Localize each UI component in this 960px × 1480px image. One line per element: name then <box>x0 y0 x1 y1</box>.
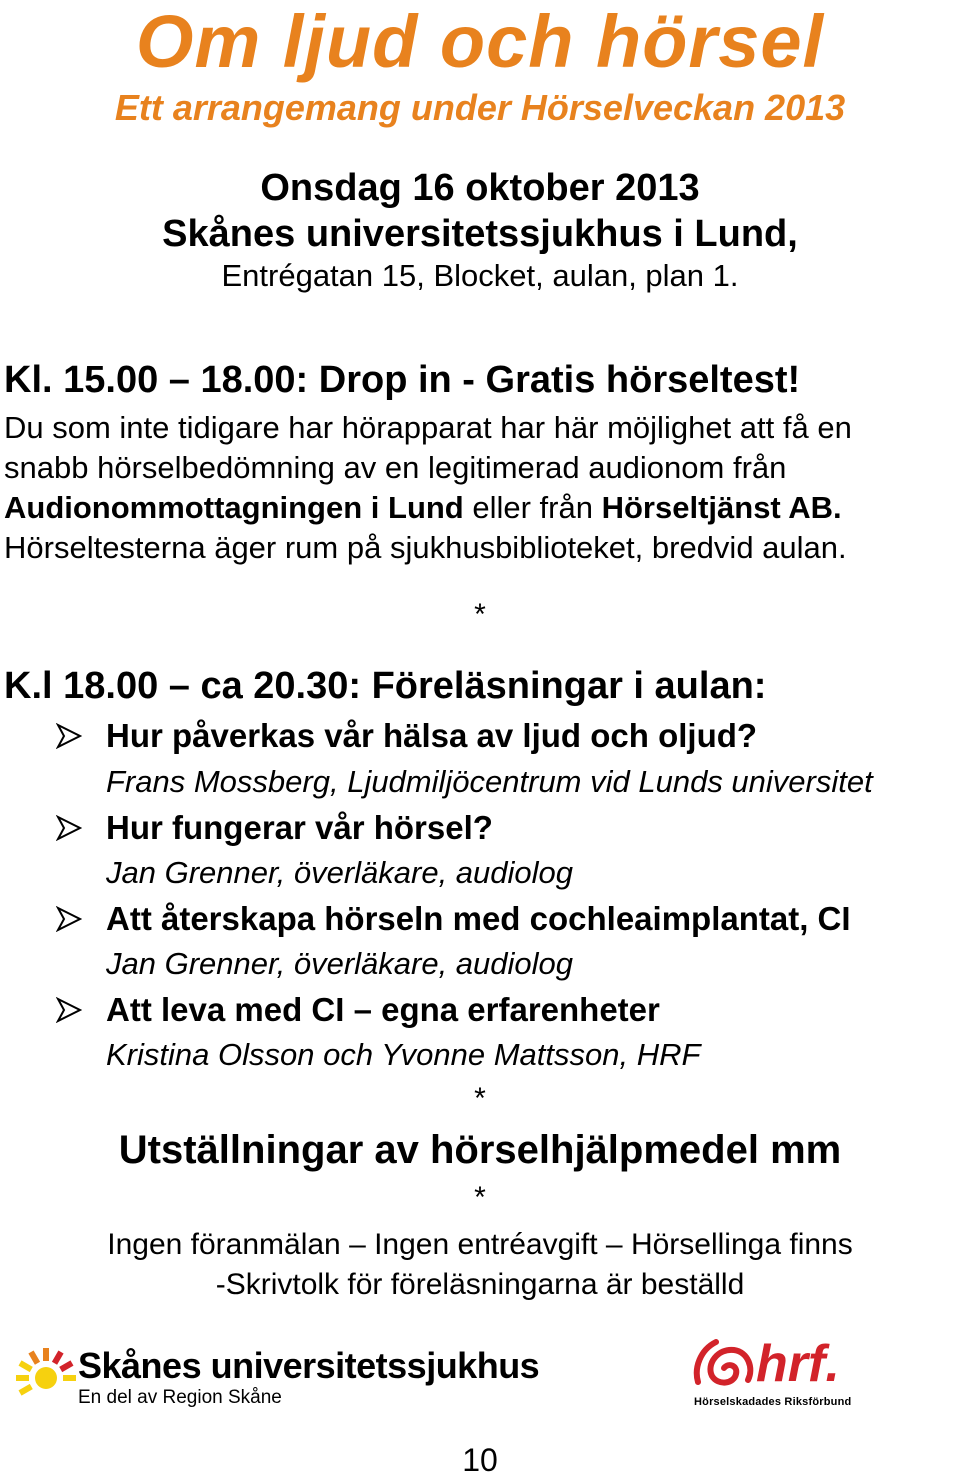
arrowhead-bullet-icon <box>56 815 82 841</box>
separator-star: * <box>474 1181 486 1214</box>
separator-star: * <box>474 598 486 631</box>
event-date: Onsdag 16 oktober 2013 <box>260 167 700 209</box>
lecture-speaker: Kristina Olsson och Yvonne Mattsson, HRF <box>106 1037 701 1072</box>
dropin-text-line: Du som inte tidigare har hörapparat har här möjlighet att få en <box>4 410 852 445</box>
info-line: -Skrivtolk för föreläsningarna är beställd <box>215 1268 745 1301</box>
event-address: Entrégatan 15, Blocket, aulan, plan 1. <box>221 258 739 293</box>
sus-logo-tagline: En del av Region Skåne <box>78 1387 282 1408</box>
hrf-logo-org-name: Hörselskadades Riksförbund <box>694 1396 852 1408</box>
hrf-logo-mark: hrf. <box>756 1335 840 1393</box>
exhibitions-heading: Utställningar av hörselhjälpmedel mm <box>118 1128 842 1172</box>
audionom-clinic-name: Audionommottagningen i Lund <box>4 490 464 525</box>
hearing-service-name: Hörseltjänst AB. <box>601 490 842 525</box>
lecture-speaker: Jan Grenner, överläkare, audiolog <box>106 855 574 890</box>
sus-logo-name: Skånes universitetssjukhus <box>78 1345 540 1386</box>
dropin-text-line: snabb hörselbedömning av en legitimerad audionom från <box>4 450 787 485</box>
dropin-text-line <box>4 488 842 528</box>
arrowhead-bullet-icon <box>56 997 82 1023</box>
page-number: 10 <box>462 1442 498 1478</box>
lecture-title: Hur fungerar vår hörsel? <box>106 809 493 846</box>
page-title: Om ljud och hörsel <box>135 0 825 83</box>
arrowhead-bullet-icon <box>56 723 82 749</box>
lecture-title: Att leva med CI – egna erfarenheter <box>106 991 660 1028</box>
lecture-title: Att återskapa hörseln med cochleaimplantat, CI <box>106 900 851 937</box>
lecture-title: Hur påverkas vår hälsa av ljud och oljud? <box>106 717 758 754</box>
dropin-text-connector: eller från <box>463 490 602 525</box>
lecture-speaker: Jan Grenner, överläkare, audiolog <box>106 946 574 981</box>
arrowhead-bullet-icon <box>56 906 82 932</box>
page-subtitle: Ett arrangemang under Hörselveckan 2013 <box>114 87 846 128</box>
dropin-text-line: Hörseltesterna äger rum på sjukhusbiblioteket, bredvid aulan. <box>4 530 847 565</box>
event-venue: Skånes universitetssjukhus i Lund, <box>162 213 798 255</box>
lectures-heading: K.l 18.00 – ca 20.30: Föreläsningar i aulan: <box>4 665 767 707</box>
dropin-heading: Kl. 15.00 – 18.00: Drop in - Gratis hörseltest! <box>4 359 801 401</box>
separator-star: * <box>474 1082 486 1115</box>
info-line: Ingen föranmälan – Ingen entréavgift – Hörsellinga finns <box>107 1228 853 1261</box>
lecture-speaker: Frans Mossberg, Ljudmiljöcentrum vid Lunds universitet <box>106 764 873 799</box>
